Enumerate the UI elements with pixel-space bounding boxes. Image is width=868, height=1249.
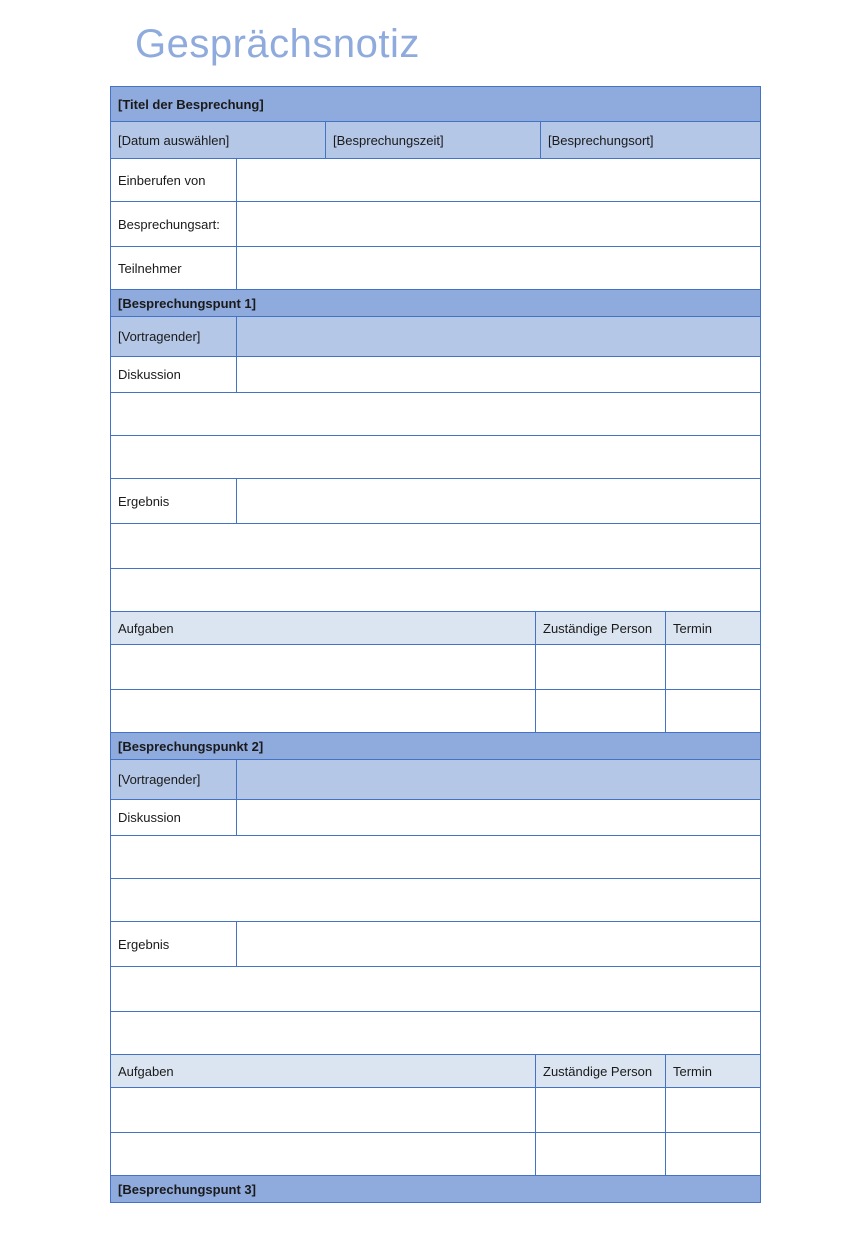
section-2-task-cell[interactable] bbox=[111, 1133, 536, 1176]
participants-value-cell[interactable] bbox=[237, 247, 761, 290]
section-1-presenter-value-cell[interactable] bbox=[237, 317, 761, 357]
section-2-discussion-label: Diskussion bbox=[111, 800, 237, 836]
meeting-notes-table bbox=[110, 86, 761, 1203]
section-1-due-cell[interactable] bbox=[666, 645, 761, 690]
called-by-value-cell[interactable] bbox=[237, 159, 761, 202]
section-1-discussion-value-cell[interactable] bbox=[237, 357, 761, 393]
section-2-result-notes-cell[interactable] bbox=[111, 1012, 761, 1055]
document-title: Gesprächsnotiz bbox=[135, 22, 420, 66]
called-by-label: Einberufen von bbox=[111, 159, 237, 202]
location-placeholder[interactable]: [Besprechungsort] bbox=[541, 122, 761, 159]
section-2-due-cell[interactable] bbox=[666, 1133, 761, 1176]
section-2-tasks-header: Aufgaben bbox=[111, 1055, 536, 1088]
section-1-task-cell[interactable] bbox=[111, 690, 536, 733]
section-2-result-value-cell[interactable] bbox=[237, 922, 761, 967]
section-1-due-cell[interactable] bbox=[666, 690, 761, 733]
section-2-due-header: Termin bbox=[666, 1055, 761, 1088]
section-2-discussion-value-cell[interactable] bbox=[237, 800, 761, 836]
section-1-result-value-cell[interactable] bbox=[237, 479, 761, 524]
section-2-task-cell[interactable] bbox=[111, 1088, 536, 1133]
section-2-person-cell[interactable] bbox=[536, 1088, 666, 1133]
section-2-discussion-notes-cell[interactable] bbox=[111, 836, 761, 879]
section-1-presenter-placeholder[interactable]: [Vortragender] bbox=[111, 317, 237, 357]
section-1-result-notes-cell[interactable] bbox=[111, 524, 761, 569]
section-1-discussion-label: Diskussion bbox=[111, 357, 237, 393]
section-1-result-label: Ergebnis bbox=[111, 479, 237, 524]
section-1-person-cell[interactable] bbox=[536, 690, 666, 733]
meeting-title-placeholder[interactable]: [Titel der Besprechung] bbox=[111, 87, 761, 122]
section-1-result-notes-cell[interactable] bbox=[111, 569, 761, 612]
section-1-discussion-notes-cell[interactable] bbox=[111, 393, 761, 436]
section-1-person-cell[interactable] bbox=[536, 645, 666, 690]
section-1-discussion-notes-cell[interactable] bbox=[111, 436, 761, 479]
section-2-discussion-notes-cell[interactable] bbox=[111, 879, 761, 922]
participants-label: Teilnehmer bbox=[111, 247, 237, 290]
section-2-result-label: Ergebnis bbox=[111, 922, 237, 967]
meeting-type-value-cell[interactable] bbox=[237, 202, 761, 247]
section-2-person-cell[interactable] bbox=[536, 1133, 666, 1176]
time-placeholder[interactable]: [Besprechungszeit] bbox=[326, 122, 541, 159]
section-2-due-cell[interactable] bbox=[666, 1088, 761, 1133]
section-2-person-header: Zuständige Person bbox=[536, 1055, 666, 1088]
section-2-presenter-placeholder[interactable]: [Vortragender] bbox=[111, 760, 237, 800]
date-placeholder[interactable]: [Datum auswählen] bbox=[111, 122, 326, 159]
section-2-result-notes-cell[interactable] bbox=[111, 967, 761, 1012]
section-2-header-placeholder[interactable]: [Besprechungspunkt 2] bbox=[111, 733, 761, 760]
section-1-due-header: Termin bbox=[666, 612, 761, 645]
section-1-task-cell[interactable] bbox=[111, 645, 536, 690]
section-3-header-placeholder[interactable]: [Besprechungspunt 3] bbox=[111, 1176, 761, 1203]
section-1-person-header: Zuständige Person bbox=[536, 612, 666, 645]
section-2-presenter-value-cell[interactable] bbox=[237, 760, 761, 800]
meeting-type-label: Besprechungsart: bbox=[111, 202, 237, 247]
section-1-tasks-header: Aufgaben bbox=[111, 612, 536, 645]
section-1-header-placeholder[interactable]: [Besprechungspunt 1] bbox=[111, 290, 761, 317]
